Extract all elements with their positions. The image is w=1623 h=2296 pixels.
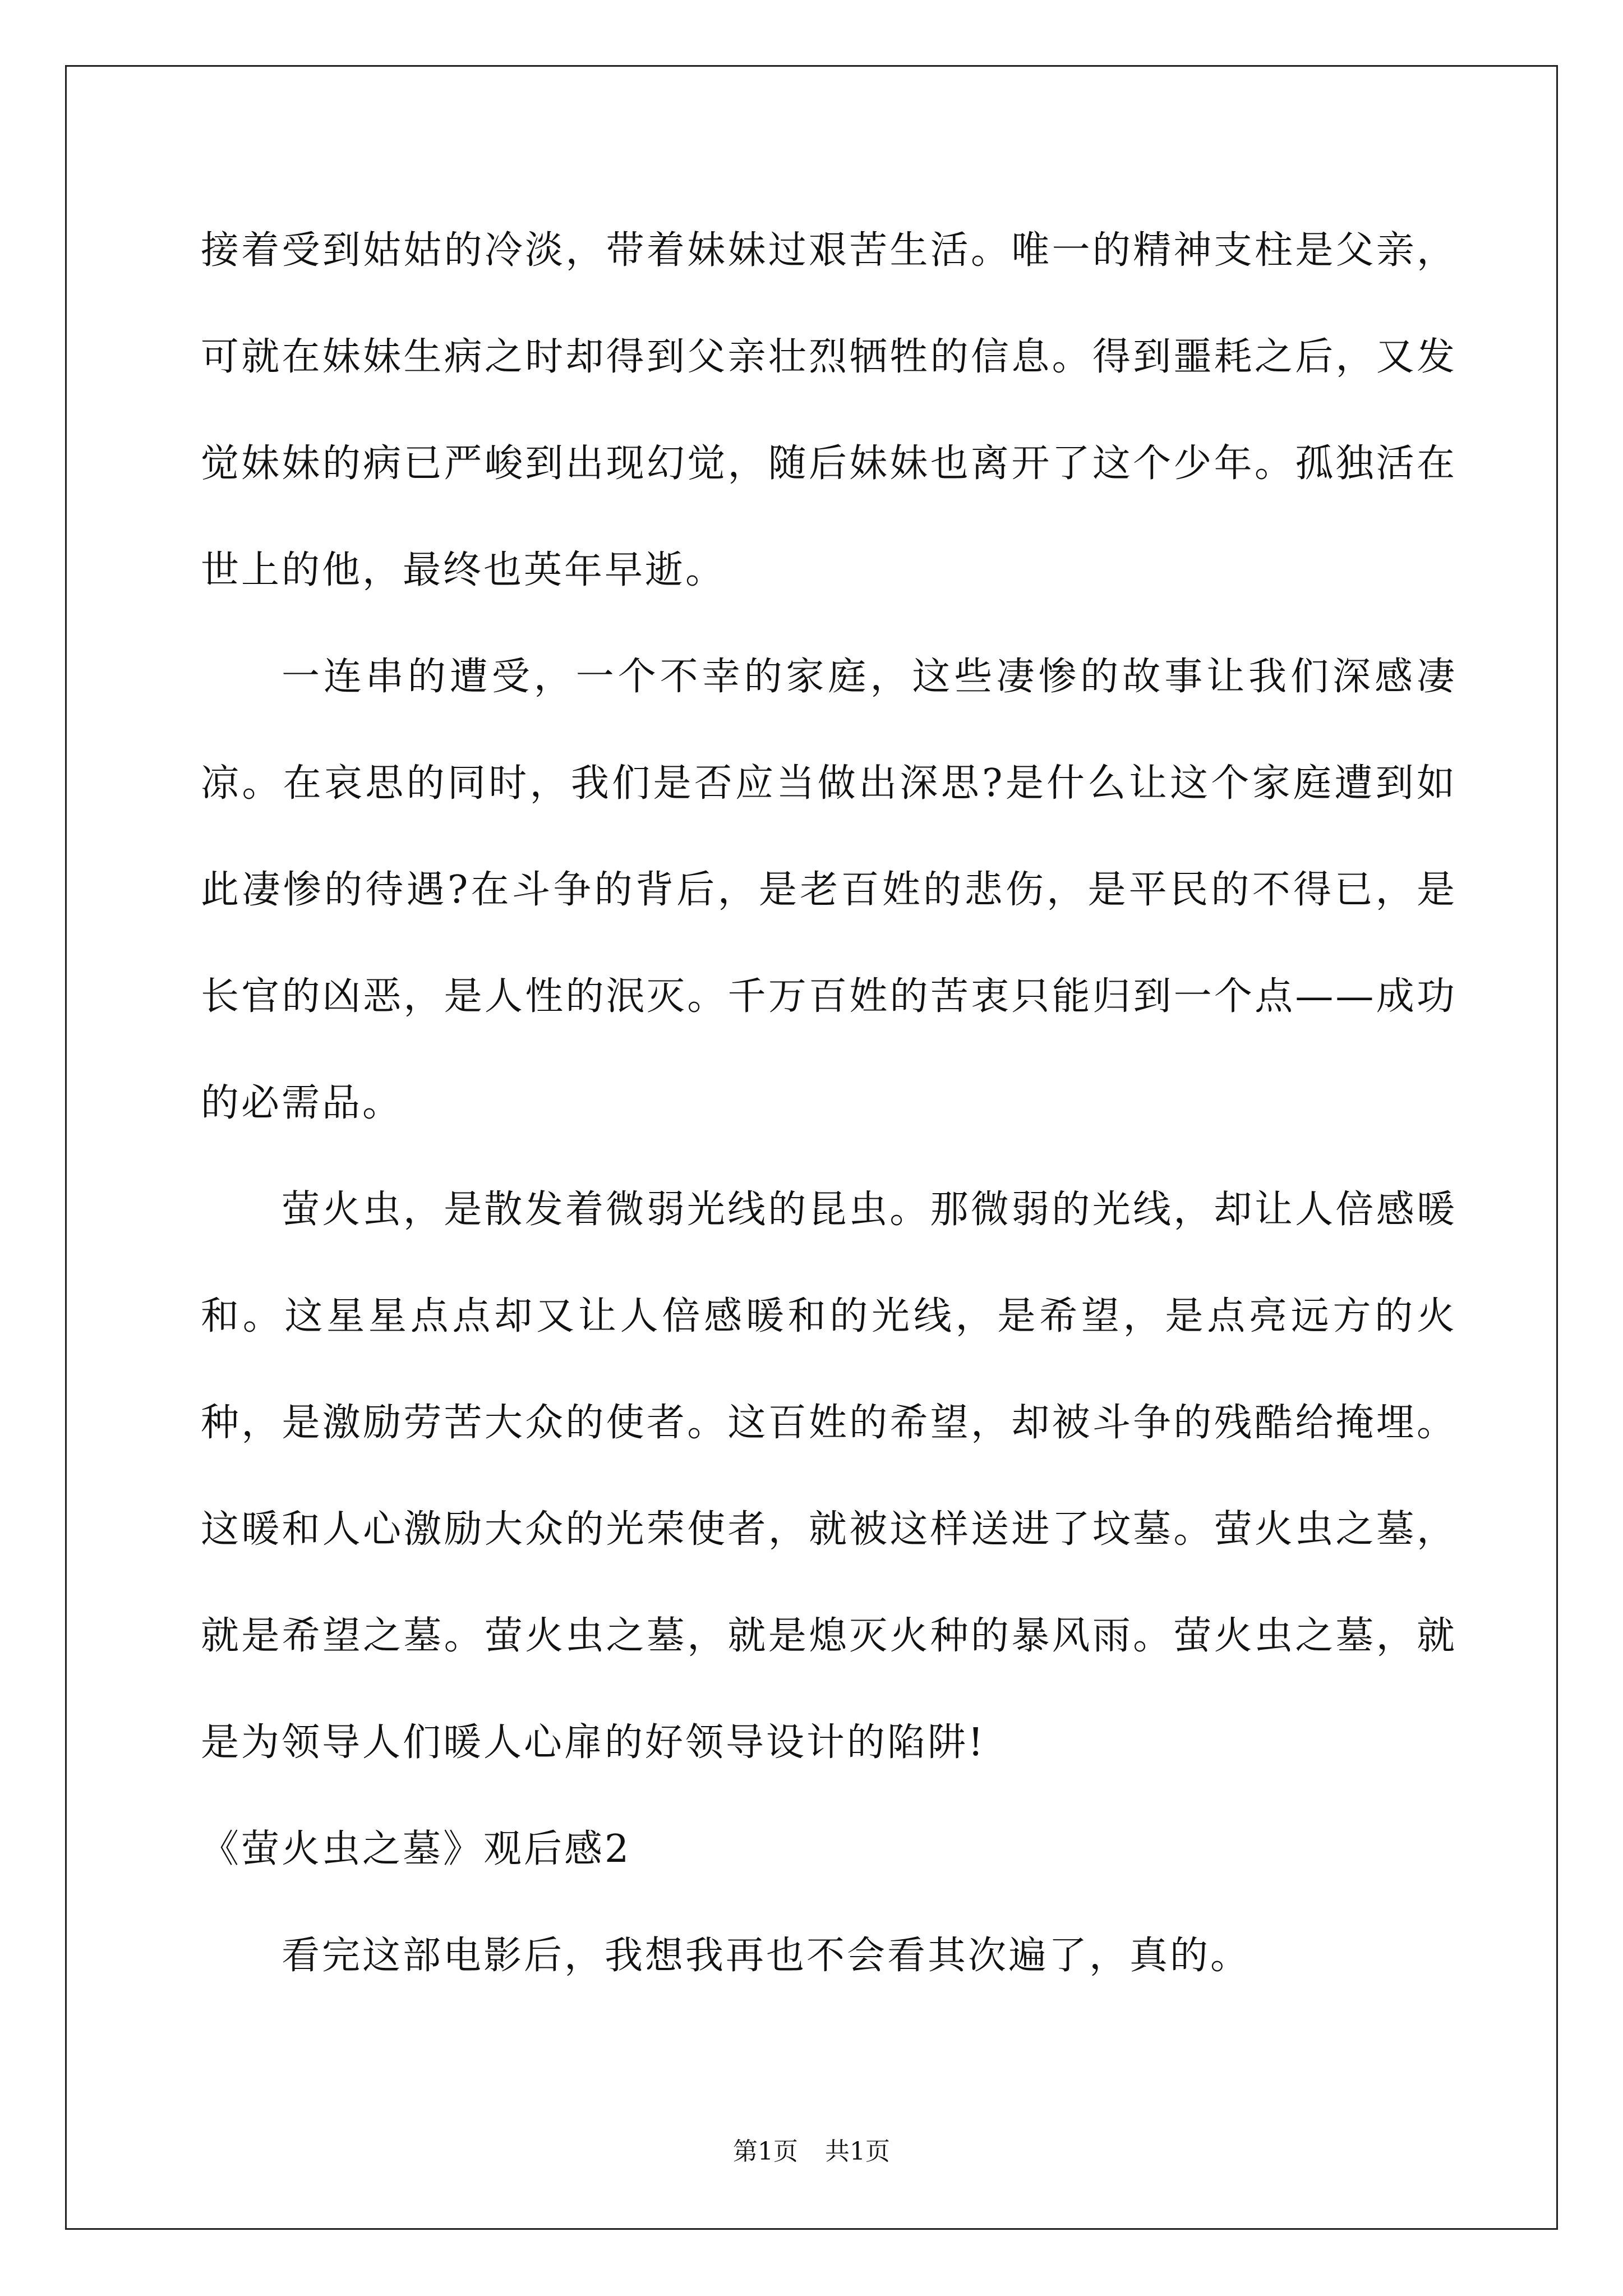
- paragraph-4: 看完这部电影后，我想我再也不会看其次遍了，真的。: [282, 1934, 1251, 1978]
- paragraph-3: 萤火虫，是散发着微弱光线的昆虫。那微弱的光线，却让人倍感暖和。这星星点点却又让人倍感暖和的光线，是希望，是点亮远方的火种，是激励劳苦大众的使者。这百姓的希望，却被斗争的残酷给掩埋。这暖和人心激励大众的光荣使者，就被这样送进了坟墓。萤火虫之墓，就是希望之墓。萤火虫之墓，就是熄灭火种的暴风雨。萤火虫之墓，就是为领导人们暖人心扉的好领导设计的陷阱!: [201, 1188, 1457, 1765]
- page-total: 共1页: [825, 2137, 890, 2166]
- section-heading: 《萤火虫之墓》观后感2: [201, 1827, 631, 1871]
- page-footer: [0, 2136, 1623, 2168]
- page-number: 第1页: [733, 2137, 798, 2166]
- document-body: [201, 197, 1457, 2009]
- paragraph-1: 接着受到姑姑的冷淡，带着妹妹过艰苦生活。唯一的精神支柱是父亲，可就在妹妹生病之时却得到父亲壮烈牺牲的信息。得到噩耗之后，又发觉妹妹的病已严峻到出现幻觉，随后妹妹也离开了这个少年。孤独活在世上的他，最终也英年早逝。: [201, 228, 1457, 592]
- paragraph-2: 一连串的遭受，一个不幸的家庭，这些凄惨的故事让我们深感凄凉。在哀思的同时，我们是否应当做出深思?是什么让这个家庭遭到如此凄惨的待遇?在斗争的背后，是老百姓的悲伤，是平民的不得已，是长官的凶恶，是人性的泯灭。千万百姓的苦衷只能归到一个点——成功的必需品。: [201, 655, 1457, 1125]
